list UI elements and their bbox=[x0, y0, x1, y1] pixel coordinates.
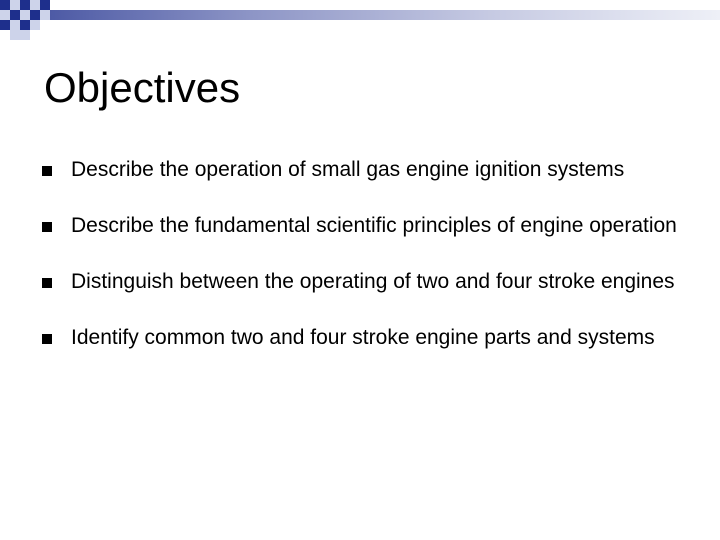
square-bullet-icon bbox=[42, 278, 52, 288]
decorative-square bbox=[30, 20, 40, 30]
decorative-square bbox=[10, 10, 20, 20]
slide-title: Objectives bbox=[44, 64, 241, 111]
decorative-square bbox=[10, 20, 20, 30]
bullet-text: Describe the operation of small gas engine ignition systems bbox=[71, 158, 625, 181]
square-bullet-icon bbox=[42, 222, 52, 232]
decorative-square bbox=[30, 0, 40, 10]
decorative-header bbox=[0, 0, 720, 50]
decorative-square bbox=[0, 20, 10, 30]
decorative-square bbox=[30, 10, 40, 20]
bullet-text: Distinguish between the operating of two and four stroke engines bbox=[71, 270, 675, 293]
bullet-item bbox=[42, 270, 682, 294]
decorative-square bbox=[0, 10, 10, 20]
bullet-item bbox=[42, 214, 682, 238]
decorative-square bbox=[40, 0, 50, 10]
bullet-list bbox=[42, 158, 682, 382]
bullet-text: Describe the fundamental scientific principles of engine operation bbox=[71, 214, 677, 237]
decorative-gradient-band bbox=[50, 10, 720, 20]
bullet-text: Identify common two and four stroke engine parts and systems bbox=[71, 326, 655, 349]
decorative-square bbox=[20, 0, 30, 10]
decorative-square bbox=[20, 10, 30, 20]
decorative-square bbox=[0, 0, 10, 10]
decorative-square bbox=[20, 30, 30, 40]
bullet-item bbox=[42, 158, 682, 182]
square-bullet-icon bbox=[42, 334, 52, 344]
decorative-square bbox=[10, 30, 20, 40]
decorative-square bbox=[40, 10, 50, 20]
decorative-square bbox=[20, 20, 30, 30]
bullet-item bbox=[42, 326, 682, 350]
decorative-square bbox=[10, 0, 20, 10]
square-bullet-icon bbox=[42, 166, 52, 176]
